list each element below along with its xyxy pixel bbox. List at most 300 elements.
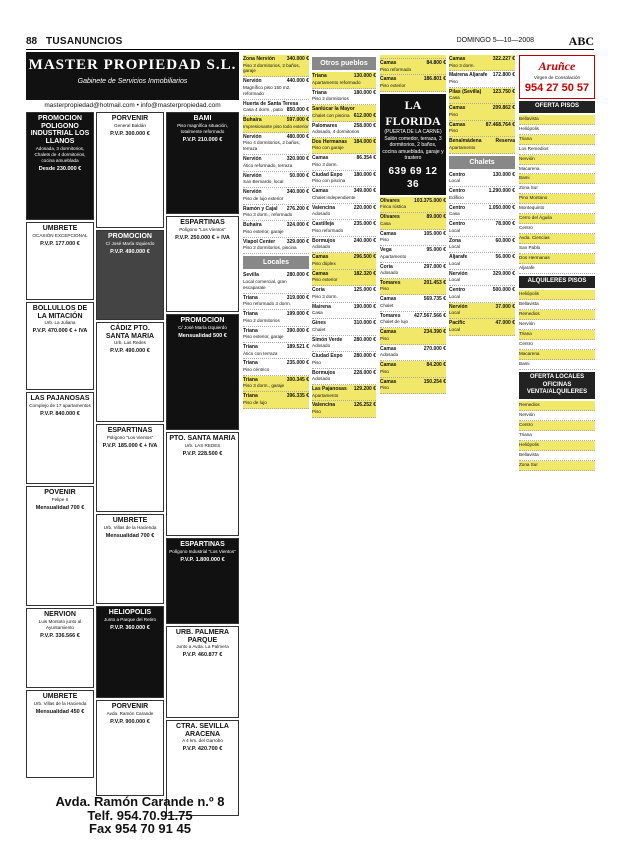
listing-text: Local [449, 260, 460, 266]
property-heading: ESPARTINAS [107, 427, 153, 434]
listing [312, 369, 376, 385]
listing-price: 440.000 € [286, 78, 309, 85]
property-price: P.V.P. 470.000 € + IVA [32, 328, 88, 335]
property-price: P.V.P. 460.877 € [182, 652, 223, 659]
property-text: C/ José María Izquierdo [178, 324, 227, 330]
listing [312, 303, 376, 319]
listing-place: Zona [449, 237, 461, 244]
listing-price: 329.000 € [286, 238, 309, 245]
listing [380, 279, 446, 295]
listing-text: Chalet [312, 326, 326, 332]
listing [243, 116, 309, 132]
listing-price: 480.000 € [286, 133, 309, 140]
listing [449, 319, 515, 335]
section-title: TUSANUNCIOS [46, 36, 123, 47]
listing-place: Simón Verde [312, 336, 343, 343]
property-box [96, 606, 164, 698]
listing-price: 56.000 € [495, 254, 515, 261]
listing-text: Piso 2 dormitorios [243, 317, 280, 323]
listing-text: Piso de lujo [243, 399, 267, 405]
la-florida-ad [380, 94, 446, 195]
listing-text: Local [449, 310, 460, 316]
listing-price: 276.200 € [286, 205, 309, 212]
listing-text: Piso céntrico [243, 366, 270, 372]
listing-text: Piso exterior [312, 277, 338, 283]
listing-place: Coria [312, 287, 325, 294]
listing [312, 171, 376, 187]
florida-sub: (PUERTA DE LA CARNE) [384, 129, 442, 136]
section-header: Otros pueblos [312, 57, 376, 70]
property-text: Complejo de 17 apartamentos [29, 402, 91, 408]
property-box [166, 626, 239, 718]
property-text: OCASIÓN EXCEPCIONAL [32, 232, 88, 238]
listing-text: Piso exterior [380, 82, 406, 88]
listing-price: 1.290.000 € [488, 188, 515, 195]
offer-item: Heliópolis [519, 125, 595, 135]
property-price: Desde 230.000 € [38, 165, 82, 172]
page-header [26, 34, 594, 50]
property-box [166, 112, 239, 214]
property-price: Mensualidad 700 € [35, 504, 85, 511]
listing [243, 100, 309, 116]
listing [449, 303, 515, 319]
listing-place: Camas [380, 329, 397, 336]
listing [449, 121, 515, 137]
offer-header: OFERTA PISOS [519, 101, 595, 113]
listing [312, 253, 376, 269]
listing [243, 77, 309, 99]
property-price: P.V.P. 900.000 € [110, 718, 150, 725]
listing [243, 155, 309, 171]
property-text: Urb. Las Redes [114, 340, 146, 346]
offer-item: Dos Hermanas [519, 254, 595, 264]
listing-place: Pilas (Sevilla) [449, 88, 482, 95]
property-price: P.V.P. 360.000 € [110, 624, 150, 631]
column-1 [26, 112, 94, 780]
listing [449, 204, 515, 220]
listing-place: Camas [380, 296, 397, 303]
listing-place: Triana [243, 344, 258, 350]
listing-place: Sanlúcar la Mayor [312, 106, 355, 113]
listing-price: 89.000 € [426, 214, 446, 221]
listing-text: Adosado [380, 270, 399, 275]
listing-text: Casa [312, 310, 323, 316]
property-text: Junto a Avda. La Palmera [176, 644, 229, 650]
listing-text: Piso reformado 3 dorm. [243, 301, 291, 307]
listing [243, 294, 309, 310]
listing-text: Piso [380, 237, 389, 243]
listing-price: 50.000 € [289, 172, 309, 179]
listing-text: Piso [449, 78, 458, 84]
listing-text: Piso [380, 286, 389, 292]
agency-phone: Telf. 954.70.91.75 [87, 807, 193, 823]
listing-price: 234.390 € [423, 329, 446, 336]
property-text: Urb. Villas de la Hacienda [103, 524, 157, 530]
property-heading: PTO. SANTA MARIA [169, 435, 236, 442]
listing-place: Nervión [243, 133, 262, 140]
listing-place: Triana [243, 393, 258, 400]
listing [380, 328, 446, 344]
property-box [26, 222, 94, 300]
listing-text: Casa [449, 95, 460, 101]
property-box [26, 392, 94, 484]
listing-text: Piso dúplex [312, 260, 336, 266]
listing-text: Apartamento reformado [312, 79, 361, 85]
column-3 [166, 112, 239, 818]
property-text: Polígono Industrial "Los Vientos" [169, 548, 236, 554]
listing-price: 209.862 € [492, 105, 515, 112]
property-text: Urb. LAS REDES [184, 442, 221, 448]
property-price: P.V.P. 1.800.000 € [180, 556, 225, 563]
listing [449, 253, 515, 269]
listing [312, 352, 376, 368]
listing-text: Adosado [312, 211, 331, 217]
listing-price: 280.000 € [353, 336, 376, 343]
page-date: DOMINGO 5—10—2008 [456, 37, 534, 44]
listing-place: Ramón y Cajal [243, 205, 278, 212]
listing-text: Adosado [312, 343, 331, 349]
listing-text: Piso 3 dormitorios, 2 baños, garaje [243, 62, 300, 74]
listing-place: Triana [243, 376, 258, 383]
listing-place: Bormujos [312, 237, 336, 244]
listing [243, 172, 309, 188]
listing [449, 71, 515, 87]
listing-text: Piso 3 dorm., reformado [243, 212, 293, 218]
property-heading: PROMOCION [180, 317, 225, 324]
offer-item: Zona Sur [519, 461, 595, 471]
listing-price: 184.000 € [353, 138, 376, 145]
listing [449, 137, 515, 153]
listing [243, 133, 309, 155]
listing-place: Vega [380, 247, 392, 254]
offer-item: Nervión [519, 411, 595, 421]
property-box [26, 302, 94, 390]
listing [312, 286, 376, 302]
listing-text: Piso [312, 359, 321, 365]
listing-price: 319.000 € [286, 294, 309, 301]
listing-price: 180.000 € [353, 171, 376, 178]
listing-text: Local [449, 178, 460, 184]
listing-price: Reserva [495, 138, 515, 145]
offer-item: Triana [519, 330, 595, 340]
listing-price: 60.000 € [495, 237, 515, 244]
offer-item: Avda. Ciencias [519, 234, 595, 244]
florida-phone: 639 69 12 36 [388, 165, 438, 190]
column-8 [519, 55, 595, 471]
listing-place: Ciudad Expo [312, 353, 343, 360]
listing-text: Ático con terraza [243, 350, 278, 356]
property-price: Mensualidad 450 € [35, 708, 85, 715]
listing-text: Piso 3 dorm., garaje [243, 383, 285, 389]
listing-price: 390.000 € [286, 327, 309, 334]
listing-place: Camas [449, 121, 466, 128]
listing-price: 280.000 € [353, 353, 376, 360]
listing-price: 500.000 € [492, 287, 515, 294]
listing-price: 324.000 € [286, 222, 309, 229]
property-heading: CTRA. SEVILLA ARACENA [176, 723, 229, 738]
property-heading: NERVION [44, 611, 76, 618]
property-heading: PROMOCION [108, 233, 152, 240]
listing [380, 197, 446, 213]
listing-place: Valencina [312, 204, 336, 211]
listing [243, 271, 309, 293]
listing-price: 84.200 € [426, 362, 446, 369]
offer-item: Triana [519, 135, 595, 145]
listing [380, 59, 446, 75]
listing [312, 122, 376, 138]
listing-place: Triana [312, 73, 327, 80]
listing-place: Nervión [243, 172, 262, 179]
listing [380, 295, 446, 311]
listing-place: Camas [449, 105, 466, 112]
listing-price: 597.000 € [286, 117, 309, 124]
listing [243, 327, 309, 343]
listing-text: Piso 2 dormitorios [312, 96, 349, 102]
listing-text: Chalet independiente [312, 194, 356, 200]
property-price: Mensualidad 500 € [178, 332, 227, 339]
master-subtitle: Gabinete de Servicios Inmobiliarios [77, 78, 188, 85]
listing-text: Piso [380, 368, 389, 374]
listing-text: Apartamento [312, 392, 339, 398]
listing-text: Chalet con piscina [312, 112, 350, 118]
offer-item: Macarena [519, 165, 595, 175]
listing-price: 235.000 € [353, 221, 376, 228]
listing-price: 297.000 € [423, 263, 446, 270]
listing [243, 55, 309, 77]
offer-item: Remedios [519, 401, 595, 411]
offer-header: OFERTA LOCALES OFICINAS VENTA/ALQUILERES [519, 372, 595, 399]
listing-text: Local [449, 277, 460, 283]
listing-place: Triana [243, 360, 258, 367]
listing [312, 154, 376, 170]
offer-item: Aljarafe [519, 264, 595, 274]
listing-place: Camas [380, 76, 397, 83]
master-propiedad-banner [26, 52, 239, 100]
property-text: Felipe II [51, 496, 69, 502]
property-heading: ESPARTINAS [180, 541, 225, 548]
property-text: Urb. La Juliana [44, 320, 76, 326]
column-7 [449, 55, 515, 336]
listing-place: Camas [380, 60, 397, 66]
listing [243, 205, 309, 221]
listing-place: Olivares [380, 214, 400, 221]
listing-place: Triana [243, 327, 258, 334]
listing [380, 312, 446, 328]
listing [312, 336, 376, 352]
listing-price: 235.000 € [286, 360, 309, 367]
listing [449, 171, 515, 187]
listing [380, 361, 446, 377]
listing [380, 345, 446, 361]
listing-text: Casa [380, 220, 391, 226]
listing-place: Nervión [449, 270, 468, 277]
listing-text: Piso 3 dorm. [312, 161, 338, 167]
property-price: P.V.P. 250.000 € + IVA [175, 234, 230, 241]
listing-text: Piso 4 dormitorios, 2 baños, terraza [243, 140, 300, 152]
listing-price: 95.000 € [426, 247, 446, 254]
property-box [166, 216, 239, 312]
listing-price: 123.750 € [492, 88, 515, 95]
listing [380, 213, 446, 229]
property-price: P.V.P. 228.500 € [182, 450, 223, 457]
listing-place: Aljarafe [449, 254, 468, 261]
listing [380, 378, 446, 394]
section-header: Locales [243, 256, 309, 269]
listing-text: Piso [380, 335, 389, 341]
listing-place: Sevilla [243, 272, 259, 279]
listing-price: 125.000 € [353, 287, 376, 294]
listing-text: Piso 3 dorm. [449, 62, 475, 68]
listing-text: Chalet de lujo [380, 319, 409, 325]
listing-place: Mairena [312, 303, 331, 310]
property-price: P.V.P. 336.566 € [40, 632, 80, 639]
listing [243, 310, 309, 326]
master-contact: masterpropiedad@hotmail.com • info@masterpropiedad.com [44, 102, 221, 109]
listing [243, 221, 309, 237]
listing-text: Piso con garaje [312, 145, 344, 151]
property-text: Polígono "Los Vientos" [106, 434, 154, 440]
listing-place: Camas [312, 155, 329, 162]
column-6 [380, 55, 446, 394]
offer-item: Pino Montano [519, 194, 595, 204]
listing-place: Centro [449, 171, 466, 178]
listing-text: Apartamento [449, 144, 476, 150]
property-text: A 4 km. del Garrobo [182, 738, 223, 744]
listing-price: 270.000 € [423, 345, 446, 352]
listing-text: Casa 4 dorm., patio [243, 107, 284, 113]
listing-text: Piso reformado [312, 227, 344, 233]
listing [312, 105, 376, 121]
listing-price: 228.000 € [353, 369, 376, 376]
listing [449, 270, 515, 286]
property-box [26, 690, 94, 778]
listing-text: Piso reformado [380, 66, 412, 72]
listing-place: Camas [380, 230, 397, 237]
listing-place: Tomares [380, 312, 401, 319]
listing [312, 89, 376, 105]
listing-place: Palomares [312, 122, 338, 129]
listing-price: 280.000 € [286, 272, 309, 279]
listing-price: 87.468.764 € [485, 121, 515, 128]
listing [243, 343, 309, 359]
property-box [166, 432, 239, 536]
offer-item: Cerro del Águila [519, 214, 595, 224]
listing-place: Las Pajanosas [312, 386, 347, 392]
listing-price: 340.000 € [286, 189, 309, 196]
listing-text: Finca rústica [380, 204, 407, 210]
listing-price: 150.254 € [423, 378, 446, 385]
listing-place: Camas [312, 254, 329, 261]
listing-price: 130.000 € [492, 171, 515, 178]
listing-price: 105.000 € [423, 230, 446, 237]
listing [380, 230, 446, 246]
listing [380, 75, 446, 91]
listing-text: Apartamento [380, 253, 407, 259]
listing-text: Local [449, 244, 460, 250]
offer-item: Centro [519, 340, 595, 350]
listing [312, 187, 376, 203]
property-box [26, 608, 94, 688]
agency-footer [40, 795, 240, 836]
property-text: Polígono "Los Vientos" [179, 226, 226, 232]
offer-item: Centro [519, 421, 595, 431]
property-price: P.V.P. 185.000 € + IVA [102, 442, 158, 449]
agency-fax: Fax 954 70 91 45 [89, 821, 191, 837]
listing-place: Nervión [243, 78, 262, 85]
property-box [96, 112, 164, 228]
listing-text: Piso [380, 385, 389, 391]
listing [243, 188, 309, 204]
listing [449, 187, 515, 203]
property-heading: PORVENIR [111, 703, 149, 710]
listing-place: Gines [312, 320, 326, 327]
property-box [96, 514, 164, 604]
listing-place: Camas [380, 378, 397, 385]
offer-item: San Pablo [519, 244, 595, 254]
listing [312, 385, 376, 401]
listing-text: San Bernardo, local [243, 179, 284, 185]
listing-text: Adosado [312, 376, 331, 382]
offer-header: ALQUILERES PISOS [519, 276, 595, 288]
listing-price: 84.800 € [426, 60, 446, 66]
listing-price: 190.000 € [353, 303, 376, 310]
listing-price: 182.320 € [353, 270, 376, 277]
listing-text: Piso con piscina [312, 178, 346, 184]
listing-text: Local [449, 326, 460, 332]
listing [449, 55, 515, 71]
offer-item: Bellavista [519, 451, 595, 461]
property-heading: POVENIR [44, 489, 76, 496]
listing-price: 186.801 € [423, 76, 446, 83]
column-2 [96, 112, 164, 798]
listing-place: Nervión [243, 189, 262, 196]
offer-item: Nervión [519, 155, 595, 165]
offer-item: Heliópolis [519, 441, 595, 451]
listing-place: Zona Nervión [243, 56, 275, 62]
property-heading: PROMOCION POLIGONO INDUSTRIAL LOS LLANOS [30, 115, 90, 146]
column-4 [243, 55, 309, 409]
listing-price: 78.000 € [495, 221, 515, 228]
offer-item: Triana [519, 431, 595, 441]
listing-price: 850.000 € [286, 107, 309, 114]
listing [449, 237, 515, 253]
listing-price: 130.000 € [353, 73, 376, 80]
listing-price: 199.000 € [286, 311, 309, 318]
arunce-ad [519, 55, 595, 99]
property-price: P.V.P. 210.000 € [182, 136, 223, 143]
listing-text: Piso 3 dorm. [312, 293, 338, 299]
listing-price: 427.567.566 € [414, 312, 446, 319]
property-heading: HELIOPOLIS [108, 609, 152, 616]
listing-place: Triana [243, 294, 258, 301]
listing [380, 246, 446, 262]
property-text: Avda. Ramón Carande [106, 710, 154, 716]
agency-address: Avda. Ramón Carande n.º 8 [55, 794, 225, 809]
listing [312, 138, 376, 154]
listing-place: Mairena Aljarafe [449, 72, 488, 79]
property-heading: BAMI [193, 115, 212, 122]
listing [380, 263, 446, 279]
listing-place: Benalmádena [449, 138, 482, 145]
florida-desc: Salón comedor, terraza, 3 dormitorios, 2 baños, cocina amueblada, garaje y trastero [382, 135, 444, 162]
listing-price: 189.521 € [286, 344, 309, 350]
listing-price: 296.500 € [353, 254, 376, 261]
listing-place: Camas [380, 345, 397, 352]
offer-item: Montequinto [519, 204, 595, 214]
property-box [26, 486, 94, 606]
listing-price: 47.000 € [495, 320, 515, 327]
property-text: Urb. Villas de la Hacienda [33, 700, 87, 706]
